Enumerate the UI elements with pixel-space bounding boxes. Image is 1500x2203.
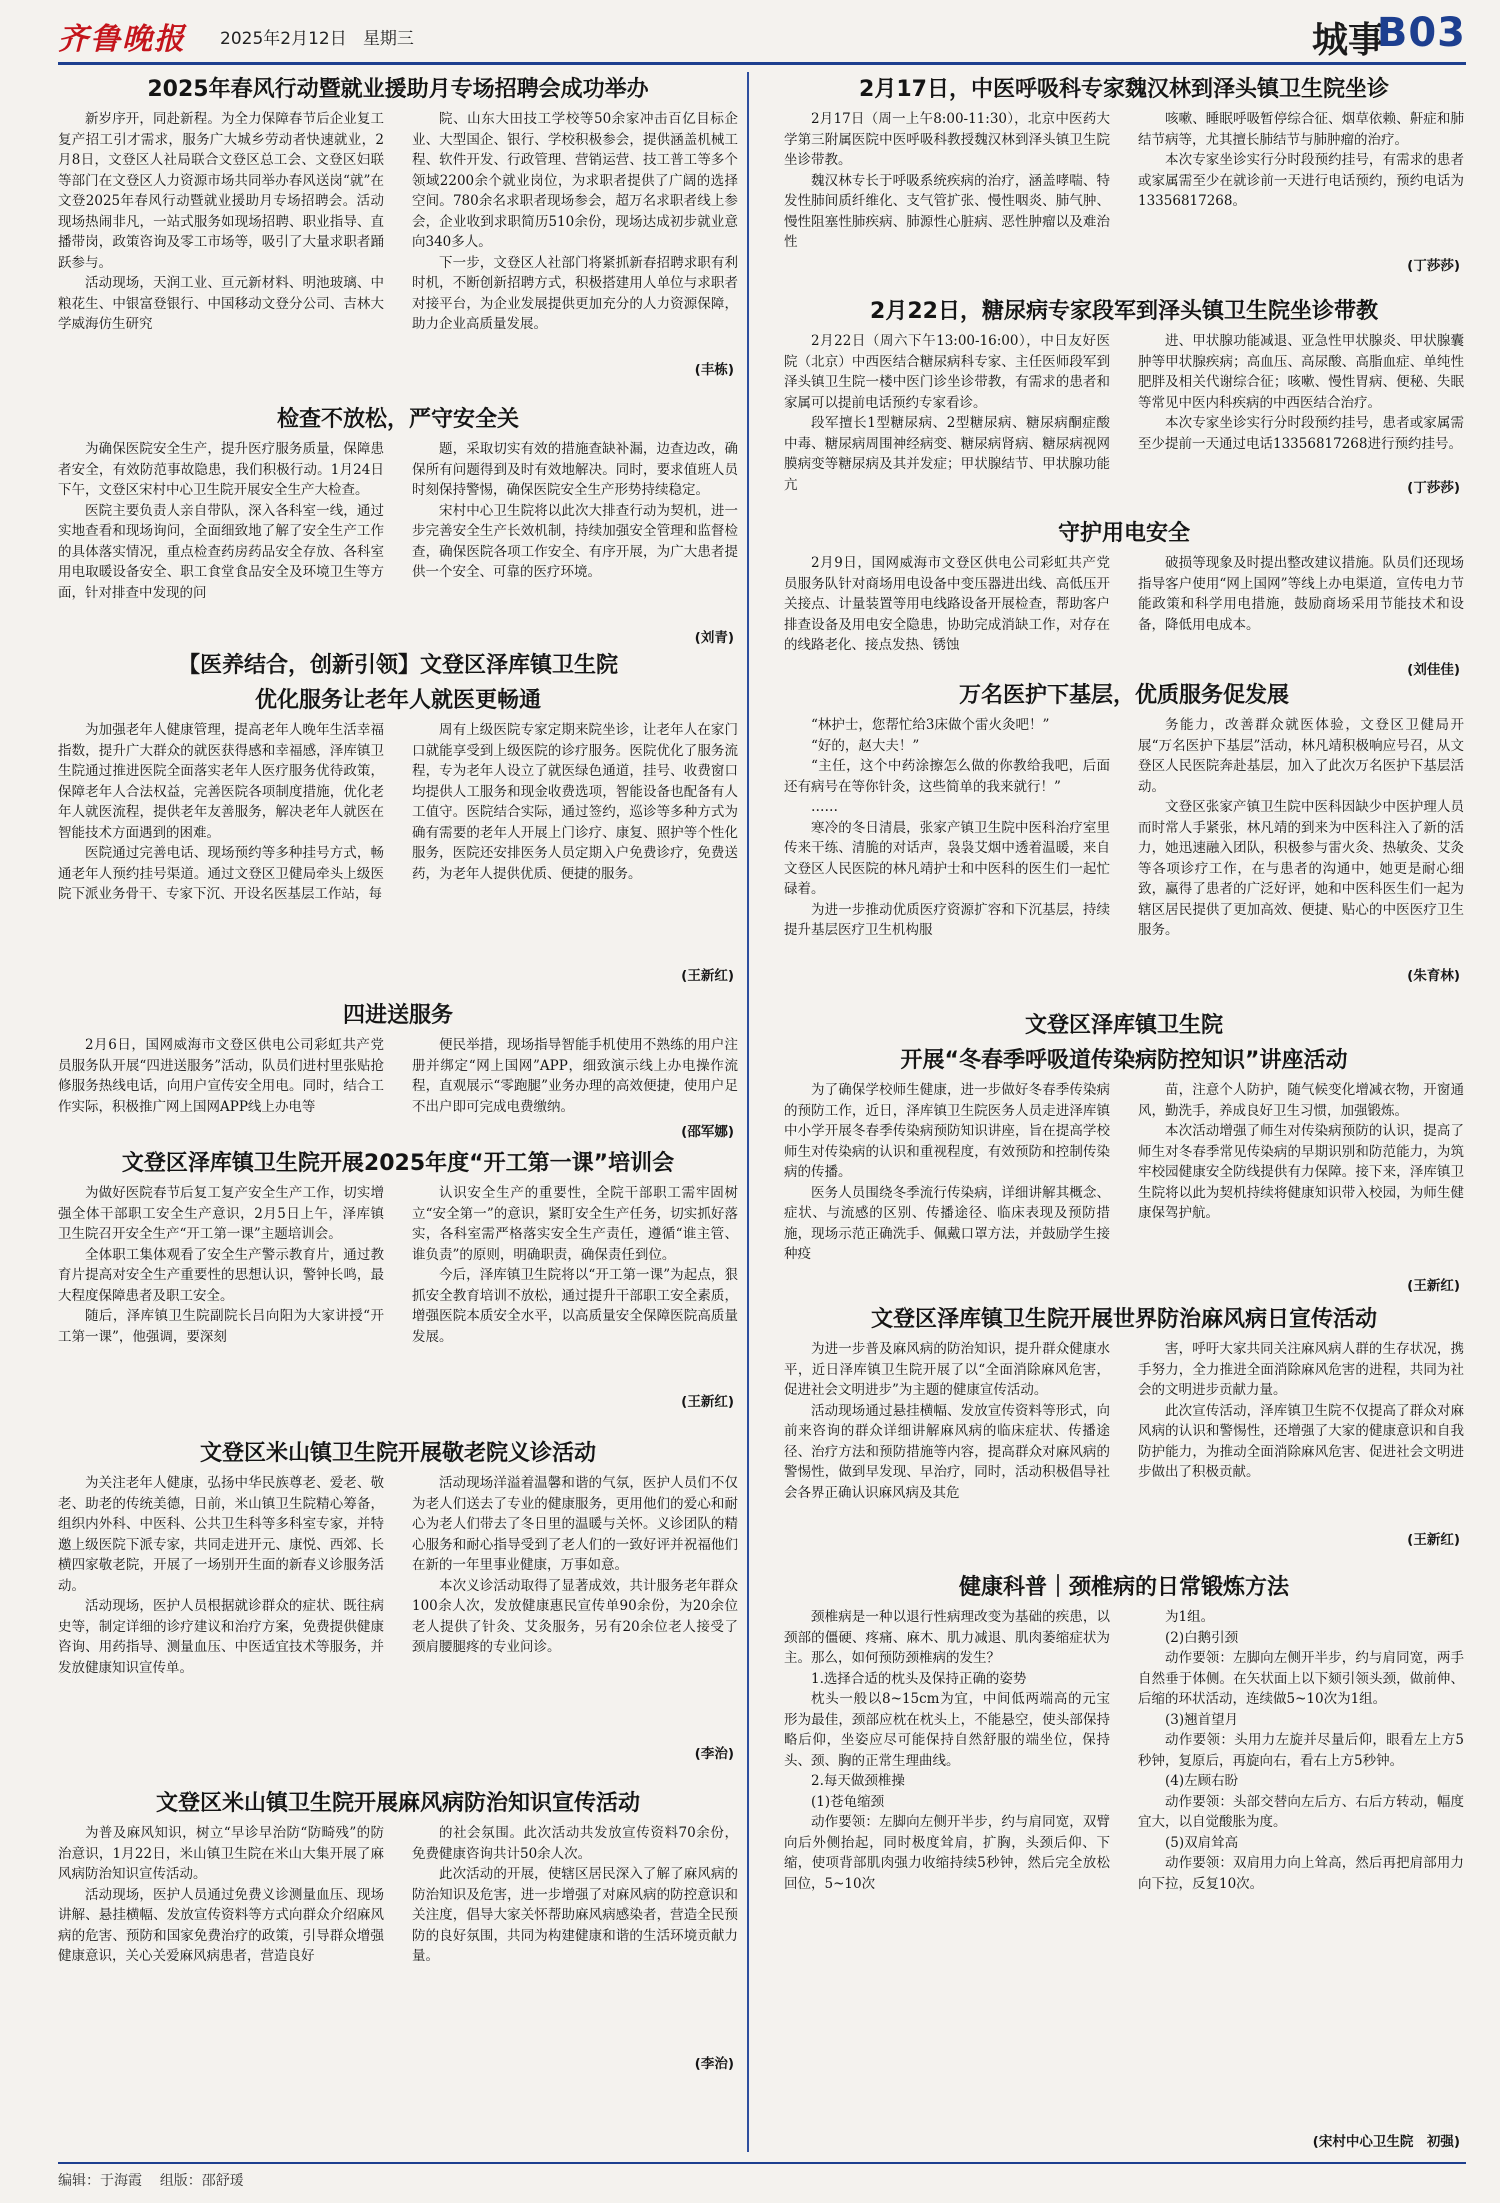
- article-first-class-training: [58, 1146, 738, 1410]
- paragraph: 苗，注意个人防护，随气候变化增减衣物，开窗通风，勤洗手，养成良好卫生习惯，加强锻炼。: [1138, 1082, 1464, 1119]
- paragraph: “好的，赵大夫！”: [811, 737, 920, 754]
- article-text-col-1: [784, 1080, 1110, 1265]
- article-author: (邵军娜): [681, 1124, 734, 1140]
- paragraph: 2月22日（周六下午13:00-16:00），中日友好医院（北京）中西医结合糖尿病科专家、主任医师段军到泽头镇卫生院一楼中医门诊坐诊带教，有需求的患者和家属可以提前电话预约专家看诊。: [784, 333, 1110, 411]
- article-author: (丁莎莎): [1407, 258, 1460, 274]
- paragraph: (5)双肩耸高: [1165, 1834, 1239, 1851]
- article-author: (丁莎莎): [1407, 480, 1460, 496]
- article-text-col-1: [58, 439, 384, 603]
- article-power-safety: [784, 516, 1464, 678]
- paragraph: 便民举措，现场指导智能手机使用不熟练的用户注册并绑定“网上国网”APP，细致演示线上办电操作流程，直观展示“零跑腿”业务办理的高效便捷，使用户足不出户即可完成电费缴纳。: [412, 1037, 738, 1115]
- article-author: (宋村中心卫生院 初强): [1312, 2134, 1460, 2150]
- article-body: [58, 720, 738, 905]
- paragraph: 寒冷的冬日清晨，张家产镇卫生院中医科治疗室里传来干练、清脆的对话声，袅袅艾烟中透着温暖，来自文登区人民医院的林凡靖护士和中医科的医生们一起忙碌着。: [784, 819, 1110, 897]
- paragraph: 医务人员围绕冬季流行传染病，详细讲解其概念、症状、与流感的区别、传播途径、临床表现及预防措施，现场示范正确洗手、佩戴口罩方法，并鼓励学生接种疫: [784, 1184, 1110, 1262]
- paragraph: 颈椎病是一种以退行性病理改变为基础的疾患，以颈部的僵硬、疼痛、麻木、肌力减退、肌肉萎缩症状为主。那么，如何预防颈椎病的发生？: [784, 1609, 1110, 1666]
- paragraph: 文登区张家产镇卫生院中医科因缺少中医护理人员而时常人手紧张，林凡靖的到来为中医科注入了新的活力，她迅速融入团队，积极参与雷火灸、热敏灸、艾灸等各项诊疗工作，在与患者的沟通中，她更是耐心细致，赢得了患者的广泛好评，她和中医科医生们一起为辖区居民提供了更加高效、便捷、贴心的中医医疗卫生服务。: [1138, 799, 1464, 938]
- paragraph: 活动现场，医护人员通过免费义诊测量血压、现场讲解、悬挂横幅、发放宣传资料等方式向群众介绍麻风病的危害、预防和国家免费治疗的政策，引导群众增强健康意识，关心关爱麻风病患者，营造良好: [58, 1886, 384, 1964]
- article-body: [784, 553, 1464, 656]
- article-four-services: [58, 998, 738, 1140]
- article-body: [58, 1823, 738, 1967]
- paragraph: 为进一步普及麻风病的防治知识，提升群众健康水平，近日泽库镇卫生院开展了以“全面消除麻风危害，促进社会文明进步”为主题的健康宣传活动。: [784, 1341, 1110, 1398]
- article-body: [58, 1183, 738, 1347]
- newspaper-logo: 齐鲁晚报: [58, 22, 186, 57]
- paragraph: 魏汉林专长于呼吸系统疾病的治疗，涵盖哮喘、特发性肺间质纤维化、支气管扩张、慢性咽炎、肺气肿、慢性阻塞性肺疾病、肺源性心脏病、恶性肿瘤以及难治性: [784, 172, 1110, 250]
- editor-credit: 编辑：于海霞: [58, 2173, 142, 2189]
- article-text-col-1: [58, 1183, 384, 1347]
- article-cervical-exercise: [784, 1570, 1464, 2150]
- paragraph: 院、山东大田技工学校等50余家冲击百亿目标企业、大型国企、银行、学校积极参会，提供涵盖机械工程、软件开发、行政管理、营销运营、技工普工等多个领域2200余个就业岗位，为求职者提供了广阔的选择空间。780余名求职者现场参会，超万名求职者线上参会，企业收到求职简历510余份，现场达成初步就业意向340多人。: [412, 111, 738, 250]
- paragraph: 为进一步推动优质医疗资源扩容和下沉基层，持续提升基层医疗卫生机构服: [784, 901, 1110, 938]
- paragraph: (2)白鹅引颈: [1165, 1629, 1239, 1646]
- paragraph: 为了确保学校师生健康，进一步做好冬春季传染病的预防工作，近日，泽库镇卫生院医务人员走进泽库镇中小学开展冬春季传染病预防知识讲座，旨在提高学校师生对传染病的认识和重视程度，有效预防和控制传染病的传播。: [784, 1082, 1110, 1180]
- paragraph: 今后，泽库镇卫生院将以“开工第一课”为起点，狠抓安全教育培训不放松，通过提升干部职工安全素质，增强医院本质安全水平，以高质量安全保障医院高质量发展。: [412, 1267, 738, 1345]
- paragraph: 此次活动的开展，使辖区居民深入了解了麻风病的防治知识及危害，进一步增强了对麻风病的防控意识和关注度，倡导大家关怀帮助麻风病感染者，营造全民预防的良好氛围，共同为构建健康和谐的生活环境贡献力量。: [412, 1866, 738, 1964]
- paragraph: 进、甲状腺功能减退、亚急性甲状腺炎、甲状腺囊肿等甲状腺疾病；高血压、高尿酸、高脂血症、单纯性肥胖及相关代谢综合征；咳嗽、慢性胃病、便秘、失眠等常见中医内科疾病的中西医结合治疗。: [1138, 333, 1464, 411]
- paragraph: 动作要领：头用力左旋并尽量后仰，眼看左上方5秒钟，复原后，再旋向右，看右上方5秒钟。: [1138, 1732, 1464, 1769]
- issue-date: [220, 24, 414, 49]
- paragraph: “林护士，您帮忙给3床做个雷火灸吧！”: [811, 717, 1050, 733]
- article-body: [58, 439, 738, 603]
- paragraph: ……: [811, 799, 838, 815]
- weekday-text: 星期三: [362, 29, 414, 49]
- paragraph: 为做好医院春节后复工复产安全生产工作，切实增强全体干部职工安全生产意识，2月5日上午，泽库镇卫生院召开安全生产“开工第一课”主题培训会。: [58, 1185, 384, 1242]
- paragraph: 务能力，改善群众就医体验，文登区卫健局开展“万名医护下基层”活动，林凡靖积极响应号召，从文登区人民医院奔赴基层，加入了此次万名医护下基层活动。: [1138, 717, 1464, 795]
- paragraph: 周有上级医院专家定期来院坐诊，让老年人在家门口就能享受到上级医院的诊疗服务。医院优化了服务流程，专为老年人设立了就医绿色通道，挂号、收费窗口均提供人工服务和现金收费选项，智能设备也配备有人工值守。医院结合实际，通过签约，巡诊等多种方式为确有需要的老年人开展上门诊疗、康复、照护等个性化服务，医院还安排医务人员定期入户免费诊疗，免费送药，为老年人提供优质、便捷的服务。: [412, 722, 738, 882]
- article-body: [58, 1035, 738, 1117]
- article-text-col-2: [412, 1823, 738, 1967]
- article-nursing-home-clinic: [58, 1436, 738, 1762]
- paragraph: 医院主要负责人亲自带队，深入各科室一线，通过实地查看和现场询问，全面细致地了解了安全生产工作的具体落实情况，重点检查药房药品安全存放、各科室用电取暖设备安全、职工食堂食品安全及环境卫生等方面，针对排查中发现的问: [58, 502, 384, 601]
- paragraph: 新岁序开，同赴新程。为全力保障春节后企业复工复产招工引才需求，服务广大城乡劳动者快速就业，2月8日，文登区人社局联合文登区总工会、文登区妇联等部门在文登区人力资源市场共同举办春风送岗“就”在文登2025年春风行动暨就业援助月专场招聘会。活动现场热闹非凡，一站式服务如现场招聘、职业指导、直播带岗，政策咨询及零工市场等，吸引了大量求职者踊跃参与。: [58, 111, 384, 271]
- paragraph: 本次专家坐诊实行分时段预约挂号，有需求的患者或家属需至少在就诊前一天进行电话预约，预约电话为13356817268。: [1138, 152, 1464, 209]
- article-spring-job-fair: [58, 72, 738, 378]
- page-footer: [58, 2162, 1466, 2190]
- article-diabetes-expert: [784, 294, 1464, 495]
- article-title: 文登区米山镇卫生院开展麻风病防治知识宣传活动: [155, 1791, 640, 1816]
- article-title: 万名医护下基层，优质服务促发展: [958, 683, 1289, 708]
- paragraph: “主任，这个中药涂擦怎么做的你教给我吧，后面还有病号在等你针灸，这些简单的我来就行！”: [784, 758, 1110, 795]
- article-author: (王新红): [681, 1394, 734, 1410]
- paragraph: 咳嗽、睡眠呼吸暂停综合征、烟草依赖、鼾症和肺结节病等，尤其擅长肺结节与肺肿瘤的治疗。: [1138, 111, 1464, 148]
- paragraph: 为加强老年人健康管理，提高老年人晚年生活幸福指数，提升广大群众的就医获得感和幸福感，泽库镇卫生院通过推进医院全面落实老年人医疗服务优待政策，保障老年人合法权益，完善医院各项制度措施，优化老年人就医流程，提供老年友善服务，解决老年人就医在智能技术方面遇到的困难。: [58, 722, 384, 841]
- article-text-col-2: [412, 1473, 738, 1678]
- page-code: B03: [1376, 10, 1466, 56]
- paragraph: 破损等现象及时提出整改建议措施。队员们还现场指导客户使用“网上国网”等线上办电渠道，宣传电力节能政策和科学用电措施，鼓励商场采用节能技术和设备，降低用电成本。: [1138, 555, 1464, 633]
- paragraph: 动作要领：双肩用力向上耸高，然后再把肩部用力向下拉，反复10次。: [1138, 1855, 1464, 1892]
- paragraph: 2月9日，国网威海市文登区供电公司彩虹共产党员服务队针对商场用电设备中变压器进出线、高低压开关接点、计量装置等用电线路设备开展检查，帮助客户排查设备及用电安全隐患，协助完成消缺工作，对存在的线路老化、接点发热、锈蚀: [784, 555, 1110, 653]
- date-text: 2025年2月12日: [220, 29, 347, 49]
- article-text-col-1: [784, 1607, 1110, 1894]
- article-text-col-1: [784, 1339, 1110, 1503]
- article-title: 文登区泽库镇卫生院开展世界防治麻风病日宣传活动: [870, 1307, 1377, 1332]
- article-title: 2月17日，中医呼吸科专家魏汉林到泽头镇卫生院坐诊: [859, 77, 1389, 102]
- paragraph: 活动现场，医护人员根据就诊群众的症状、既往病史等，制定详细的诊疗建议和治疗方案，免费提供健康咨询、用药指导、测量血压、中医适宜技术等服务，并发放健康知识宣传单。: [58, 1598, 384, 1676]
- article-text-col-2: [412, 439, 738, 603]
- paragraph: 动作要领：左脚向左侧开半步，约与肩同宽，双臂向后外侧抬起，同时极度耸肩，扩胸，头颈后仰、下缩，使项背部肌肉强力收缩持续5秒钟，然后完全放松回位，5~10次: [784, 1814, 1110, 1892]
- paragraph: 全体职工集体观看了安全生产警示教育片，通过教育片提高对安全生产重要性的思想认识，警钟长鸣，最大程度保障患者及职工安全。: [58, 1246, 384, 1304]
- article-world-leprosy-day: [784, 1302, 1464, 1548]
- article-text-col-2: [412, 109, 738, 335]
- article-author: (王新红): [1407, 1278, 1460, 1294]
- article-text-col-1: [784, 109, 1110, 253]
- paragraph: 害，呼吁大家共同关注麻风病人群的生存状况，携手努力，全力推进全面消除麻风危害的进程，共同为社会的文明进步贡献力量。: [1138, 1341, 1464, 1398]
- paragraph: 本次义诊活动取得了显著成效，共计服务老年群众100余人次，发放健康惠民宣传单90余份，为20余位老人提供了针灸、艾灸服务，另有20余位老人接受了颈肩腰腿疼的专业问诊。: [412, 1577, 738, 1655]
- paragraph: 2月6日，国网威海市文登区供电公司彩虹共产党员服务队开展“四进送服务”活动，队员们进村里张贴抢修服务热线电话，向用户宣传安全用电。同时，结合工作实际，积极推广网上国网APP线上办电等: [58, 1037, 384, 1115]
- paragraph: 为关注老年人健康，弘扬中华民族尊老、爱老、敬老、助老的传统美德，日前，米山镇卫生院精心筹备，组织内外科、中医科、公共卫生科等多科室专家，并特邀上级医院下派专家，共同走进开元、康悦、西郊、长横四家敬老院，开展了一场别开生面的新春义诊服务活动。: [58, 1475, 384, 1594]
- paragraph: 1.选择合适的枕头及保持正确的姿势: [811, 1670, 1027, 1687]
- paragraph: 宋村中心卫生院将以此次大排查行动为契机，进一步完善安全生产长效机制，持续加强安全管理和监督检查，确保医院各项工作安全、有序开展，为广大患者提供一个安全、可靠的医疗环境。: [412, 502, 738, 580]
- paragraph: (1)苍龟缩颈: [811, 1793, 885, 1810]
- article-body: [58, 1473, 738, 1678]
- paragraph: 为1组。: [1165, 1609, 1215, 1625]
- paragraph: 题，采取切实有效的措施查缺补漏，边查边改，确保所有问题得到及时有效地解决。同时，要求值班人员时刻保持警惕，确保医院安全生产形势持续稳定。: [412, 441, 738, 498]
- article-title: 文登区米山镇卫生院开展敬老院义诊活动: [199, 1441, 596, 1466]
- article-safety-inspection: [58, 402, 738, 646]
- article-body: [784, 715, 1464, 941]
- article-respiratory-disease-lecture: [784, 1008, 1464, 1294]
- article-author: (丰栋): [694, 362, 734, 378]
- paragraph: 为确保医院安全生产，提升医疗服务质量，保障患者安全，有效防范事故隐患，我们积极行动。1月24日下午，文登区宋村中心卫生院开展安全生产大检查。: [58, 441, 384, 498]
- paragraph: 的社会氛围。此次活动共发放宣传资料70余份，免费健康咨询共计50余人次。: [412, 1825, 738, 1862]
- section-name: 城事: [1311, 20, 1384, 61]
- article-text-col-2: [1138, 1607, 1464, 1894]
- article-text-col-1: [784, 331, 1110, 495]
- left-column: [58, 72, 738, 2152]
- paragraph: (3)翘首望月: [1165, 1711, 1239, 1728]
- article-text-col-2: [1138, 715, 1464, 941]
- article-leprosy-awareness-mishan: [58, 1786, 738, 2072]
- article-body: [784, 109, 1464, 253]
- masthead: [58, 10, 1466, 65]
- paragraph: 2.每天做颈椎操: [811, 1773, 905, 1789]
- article-respiratory-expert: [784, 72, 1464, 274]
- paragraph: 为普及麻风知识，树立“早诊早治防“防畸残”的防治意识，1月22日，米山镇卫生院在米山大集开展了麻风病防治知识宣传活动。: [58, 1825, 384, 1882]
- paragraph: (4)左顾右盼: [1165, 1773, 1239, 1789]
- paragraph: 活动现场，天润工业、亘元新材料、明池玻璃、中粮花生、中银富登银行、中国移动文登分公司、吉林大学威海仿生研究: [58, 275, 384, 332]
- article-author: (李治): [694, 1746, 734, 1762]
- article-title: 2月22日，糖尿病专家段军到泽头镇卫生院坐诊带教: [870, 299, 1378, 324]
- article-text-col-2: [1138, 109, 1464, 253]
- article-elderly-care: [58, 648, 738, 984]
- article-text-col-1: [58, 1823, 384, 1967]
- paragraph: 段军擅长1型糖尿病、2型糖尿病、糖尿病酮症酸中毒、糖尿病周围神经病变、糖尿病肾病、糖尿病视网膜病变等糖尿病及其并发症；甲状腺结节、甲状腺功能亢: [784, 415, 1110, 493]
- article-author: (王新红): [1407, 1532, 1460, 1548]
- article-text-col-1: [58, 1035, 384, 1117]
- article-title: 健康科普｜颈椎病的日常锻炼方法: [958, 1575, 1289, 1600]
- paragraph: 动作要领：左脚向左侧开半步，约与肩同宽，两手自然垂于体侧。在矢状面上以下颏引领头颈，做前伸、后缩的环状活动，连续做5~10次为1组。: [1138, 1650, 1464, 1707]
- column-divider: [747, 72, 749, 2152]
- paragraph: 此次宣传活动，泽库镇卫生院不仅提高了群众对麻风病的认识和警惕性，还增强了大家的健康意识和自我防护能力，为推动全面消除麻风危害、促进社会文明进步做出了积极贡献。: [1138, 1402, 1464, 1480]
- article-text-col-1: [58, 720, 384, 905]
- article-author: (李治): [694, 2056, 734, 2072]
- article-title: 2025年春风行动暨就业援助月专场招聘会成功举办: [147, 77, 649, 102]
- article-text-col-2: [1138, 1080, 1464, 1265]
- article-text-col-2: [412, 1035, 738, 1117]
- article-title: 检查不放松，严守安全关: [276, 407, 519, 432]
- article-text-col-2: [1138, 1339, 1464, 1503]
- article-text-col-2: [412, 1183, 738, 1347]
- paragraph: 随后，泽库镇卫生院副院长吕向阳为大家讲授“开工第一课”，他强调，要深刻: [58, 1308, 384, 1345]
- article-text-col-1: [784, 553, 1110, 656]
- paragraph: 本次活动增强了师生对传染病预防的认识，提高了师生对冬春季常见传染病的早期识别和防范能力，为筑牢校园健康安全防线提供有力保障。接下来，泽库镇卫生院将以此为契机持续将健康知识带入校园，为师生健康保驾护航。: [1138, 1123, 1464, 1221]
- paragraph: 动作要领：头部交替向左后方、右后方转动，幅度宜大，以自觉酸胀为度。: [1138, 1793, 1464, 1830]
- paragraph: 下一步，文登区人社部门将紧抓新春招聘求职有利时机，不断创新招聘方式，积极搭建用人单位与求职者对接平台，为企业发展提供更加充分的人力资源保障，助力企业高质量发展。: [412, 254, 738, 332]
- article-body: [784, 1607, 1464, 1894]
- article-body: [784, 1339, 1464, 1503]
- article-text-col-1: [784, 715, 1110, 941]
- article-body: [58, 109, 738, 335]
- article-medical-staff-grassroots: [784, 678, 1464, 984]
- paragraph: 活动现场通过悬挂横幅、发放宣传资料等形式，向前来咨询的群众详细讲解麻风病的临床症状、传播途径、治疗方法和预防措施等内容，提高群众对麻风病的警惕性，做到早发现、早治疗，同时，活动积极倡导社会各界正确认识麻风病及其危: [784, 1402, 1110, 1501]
- article-author: (刘佳佳): [1407, 662, 1460, 678]
- article-author: (刘青): [694, 630, 734, 646]
- paragraph: 2月17日（周一上午8:00-11:30），北京中医药大学第三附属医院中医呼吸科教授魏汉林到泽头镇卫生院坐诊带教。: [784, 111, 1110, 168]
- article-title-line-1: 文登区泽库镇卫生院: [1024, 1013, 1223, 1038]
- article-text-col-1: [58, 109, 384, 335]
- article-title: 守护用电安全: [1057, 521, 1190, 546]
- article-title: 文登区泽库镇卫生院开展2025年度“开工第一课”培训会: [121, 1151, 675, 1176]
- paragraph: 医院通过完善电话、现场预约等多种挂号方式，畅通老年人预约挂号渠道。通过文登区卫健局牵头上级医院下派业务骨干、专家下沉、开设名医基层工作站，每: [58, 845, 384, 902]
- article-author: (王新红): [681, 968, 734, 984]
- right-column: [784, 72, 1464, 2152]
- paragraph: 枕头一般以8~15cm为宜，中间低两端高的元宝形为最佳，颈部应枕在枕头上，不能悬空，使头部保持略后仰，坐姿应尽可能保持自然舒服的端坐位，保持头、颈、胸的正常生理曲线。: [784, 1691, 1110, 1769]
- layout-credit: 组版：邵舒瑗: [159, 2173, 244, 2189]
- article-text-col-2: [1138, 553, 1464, 656]
- article-text-col-2: [412, 720, 738, 905]
- article-body: [784, 1080, 1464, 1265]
- paragraph: 认识安全生产的重要性，全院干部职工需牢固树立“安全第一”的意识，紧盯安全生产任务，切实抓好落实，各科室需严格落实安全生产责任，遵循“谁主管、谁负责”的原则，明确职责，确保责任到位。: [412, 1185, 738, 1263]
- paragraph: 本次专家坐诊实行分时段预约挂号，患者或家属需至少提前一天通过电话13356817268进行预约挂号。: [1138, 415, 1464, 452]
- article-body: [784, 331, 1464, 495]
- article-title: 四进送服务: [342, 1003, 453, 1028]
- paragraph: 活动现场洋溢着温馨和谐的气氛，医护人员们不仅为老人们送去了专业的健康服务，更用他们的爱心和耐心为老人们带去了冬日里的温暖与关怀。义诊团队的精心服务和耐心指导受到了老人们的一致好评并祝福他们在新的一年里事业健康，万事如意。: [412, 1475, 738, 1573]
- article-title-line-2: 优化服务让老年人就医更畅通: [254, 688, 541, 713]
- article-text-col-1: [58, 1473, 384, 1678]
- article-author: (朱育林): [1407, 968, 1460, 984]
- article-text-col-2: [1138, 331, 1464, 495]
- article-title-line-1: 【医养结合，创新引领】文登区泽库镇卫生院: [177, 653, 618, 678]
- article-title-line-2: 开展“冬春季呼吸道传染病防控知识”讲座活动: [900, 1048, 1348, 1073]
